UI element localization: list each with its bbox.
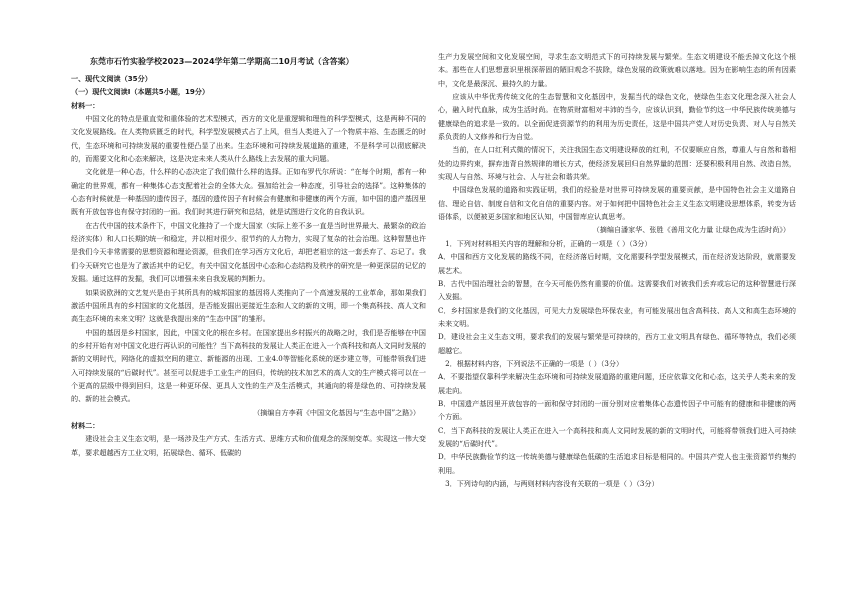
material-two-paragraph: 建设社会主义生态文明，是一场涉及生产方式、生活方式、思维方式和价值观念的深刻变革。实现这一伟大变革，要求超越西方工业文明，拓展绿色、循环、低碳的 [71,434,426,457]
question-1-option-d: D．建设社会主义生态文明，要求我们的发展与繁荣是可持续的，西方工业文明具有绿色、循环等特点，我们必须超越它。 [438,332,796,355]
material-two-paragraph: 生产力发展空间和文化发展空间，寻求生态文明范式下的可持续发展与繁荣。生态文明建设不能丢掉文化这个根本。那些在人们思想意识里根深蒂固的陋旧观念不拔除，绿色发展的政策就难以落地。因为在影响生态的所有因素中，文化是最深沉、最持久的力量。 [438,52,796,88]
question-2-option-a: A．不要指望仅靠科学来解决生态环境和可持续发展道路的重建问题，还应依靠文化和心态，这关乎人类未来的发展走向。 [438,372,796,395]
question-2-option-b: B．中国遗产基因里开放包容的一面和保守封闭的一面分别对应着集体心态遗传因子中可能有的健康和非健康的两个方面。 [438,398,796,422]
right-column [438,50,796,490]
question-1-option-b: B．古代中国治理社会的智慧，在今天可能仍然有重要的价值。这需要我们对被我们丢弃或忘记的这种智慧进行深入发掘。 [438,278,796,302]
material-one-paragraph: 在古代中国的技术条件下，中国文化推持了一个庞大国家（实际上差不多一直是当时世界最大、最繁杂的政治经济实体）和人口长期的统一和稳定，并以相对很少、很节约的人力物力，实现了复杂的社会治理。这种智慧也许是我们今天非常需要的思想资源和理论资源，但我们在学习西方文化后，却把老祖宗的这一套丢弃了、忘记了。我们今天研究它也是为了激活其中的记忆，有关中国文化基因中心态和心态结构及秩序的研究是一种更深层的记忆的发掘。通过这样的发掘，我们可以增强未来自我发展的判断力。 [71,220,426,284]
section-heading: 一、现代文阅读（35分） [71,74,152,83]
question-1: 1．下列对材料相关内容的理解和分析，正确的一项是（ ）（3分） [445,238,652,248]
subsection-heading: （一）现代文阅读Ⅰ（本题共5小题，19分） [71,87,210,97]
material-one-paragraph: 中国的基因是乡村国家，因此，中国文化的根在乡村。在国家提出乡村振兴的战略之时，我们是否能够在中国的乡村开始有对中国文化进行再认识的可能性？当下高科技的发展让人类正在进入一个高科技和高人文同时发展的新的文明时代，网络化的虚拟空间的建立、新能源的出现、工业4.0等智能化系统的逐步建立等，可能带领我们进入可持续发展的“后碳时代”。甚至可以促进手工业生产的回归，传统的技术加艺术的高人文的生产模式将可以在一个更高的层级中得到回归，这是一种更环保、更具人文性的生产及生活模式，其通向的将是绿色的、可持续发展的、新的社会模式。 [71,327,426,404]
material-one-paragraph: 如果说欧洲的文艺复兴是由于其所具有的城邦国家的基因将人类推向了一个高速发展的工业革命，那如果我们激活中国所具有的乡村国家的文化基因，是否能发掘出更接近生态和人文的新的文明，即一个集高科技、高人文和高生态环境的未来文明？这就是我提出来的“生态中国”的雏形。 [71,287,426,324]
question-2-option-d: D．中华民族勤俭节约这一传统美德与健康绿色低碳的生活追求目标是相同的。中国共产党人也主张资源节约集约利用。 [438,452,796,475]
material-two-paragraph: 当前，在人口红利式微的情况下，关注我国生态文明建设释放的红利，不仅要顺应自然，尊重人与自然和谐相处的边界约束，摒弃违背自然规律的增长方式，使经济发展回归自然界量的范围：还要积极利用自然、改造自然，实现人与自然、环境与社会、人与社会和谐共荣。 [438,145,796,182]
material-one-source: （摘编自方李莉《中国文化基因与“生态中国”之路》） [253,407,420,417]
question-2: 2．根据材料内容，下列说法不正确的一项是（ ）（3分） [445,358,624,368]
question-1-option-c: C．乡村国家是我们的文化基因，可见大力发展绿色环保农业，有可能发展出包含高科技、高人文和高生态环境的未来文明。 [438,305,796,328]
material-one-paragraph: 中国文化的特点是重直觉和重体验的艺术型模式，西方的文化是重逻辑和理性的科学型模式，这是两种不同的文化发展路线。在人类物质匮乏的时代，科学型发展模式占了上风，但当人类进入了一个物质丰裕、生态匮乏的时代，生态环境和可持续发展的重要性便凸显了出来。生态环境和可持续发展道路的重建，不是科学可以彻底解决的，而需要文化和心态来解决，这是决定未来人类从什么路线上去发展的重大问题。 [71,114,426,164]
exam-title: 东莞市石竹实验学校2023—2024学年第二学期高二10月考试（含答案） [90,57,354,66]
material-two-paragraph: 中国绿色发展的道路和实践证明，我们的经验是对世界可持续发展的重要贡献，是中国特色社会主义道路自信、理论自信、制度自信和文化自信的重要内容。对于如何把中国特色社会主义生态文明建设思想体系，转变为话语体系，以便被更多国家和地区认知，中国智库应认真思考。 [438,185,796,222]
material-two-source: （摘编自潘家华、张胜《善用文化力量 让绿色成为生活时尚》） [592,225,790,235]
question-1-option-a: A．中国和西方文化发展的路线不同，在经济落后时期，文化需要科学型发展模式，而在经济发达阶段，就需要发展艺术。 [438,252,796,275]
material-one-paragraph: 文化就是一种心态，什么样的心态决定了我们做什么样的选择。正如布罗代尔所说：“在每个时期，都有一种确定的世界观，都有一种集体心态支配着社会的全体大众。强加给社会一种态度，引导社会的选择”。这种集体的心态有时候就是一种基因的遗传因子，基因的遗传因子有时候会有健康和非健康的两个方面，如中国的遗产基因里既有开放包容也有保守封闭的一面。我们时其进行研究和总结，就是试图进行文化的自我认识。 [71,167,426,217]
material-two-paragraph: 应该从中华优秀传统文化的生态智慧和文化基因中，发掘当代的绿色文化，使绿色生态文化理念深入社会人心，融入时代血脉，成为生活时尚。在物质财富相对丰沛的当今，应该认识到，勤俭节约这一中华民族传统美德与健康绿色的追求是一致的。以全面促进资源节约的利用为历史责任，这是中国共产党人对历史负责、对人与自然关系负责的人文修养和行为自觉。 [438,92,796,142]
material-one-label: 材料一： [71,100,100,110]
material-two-label: 材料二： [71,420,100,430]
question-3: 3．下列诗句的内涵，与两则材料内容没有关联的一项是（ ）（3分） [445,479,659,488]
question-2-option-c: C．当下高科技的发展让人类正在进入一个高科技和高人文同时发展的新的文明时代，可能将带领我们进入可持续发展的“后碳时代”。 [438,425,796,448]
left-column [71,72,426,459]
